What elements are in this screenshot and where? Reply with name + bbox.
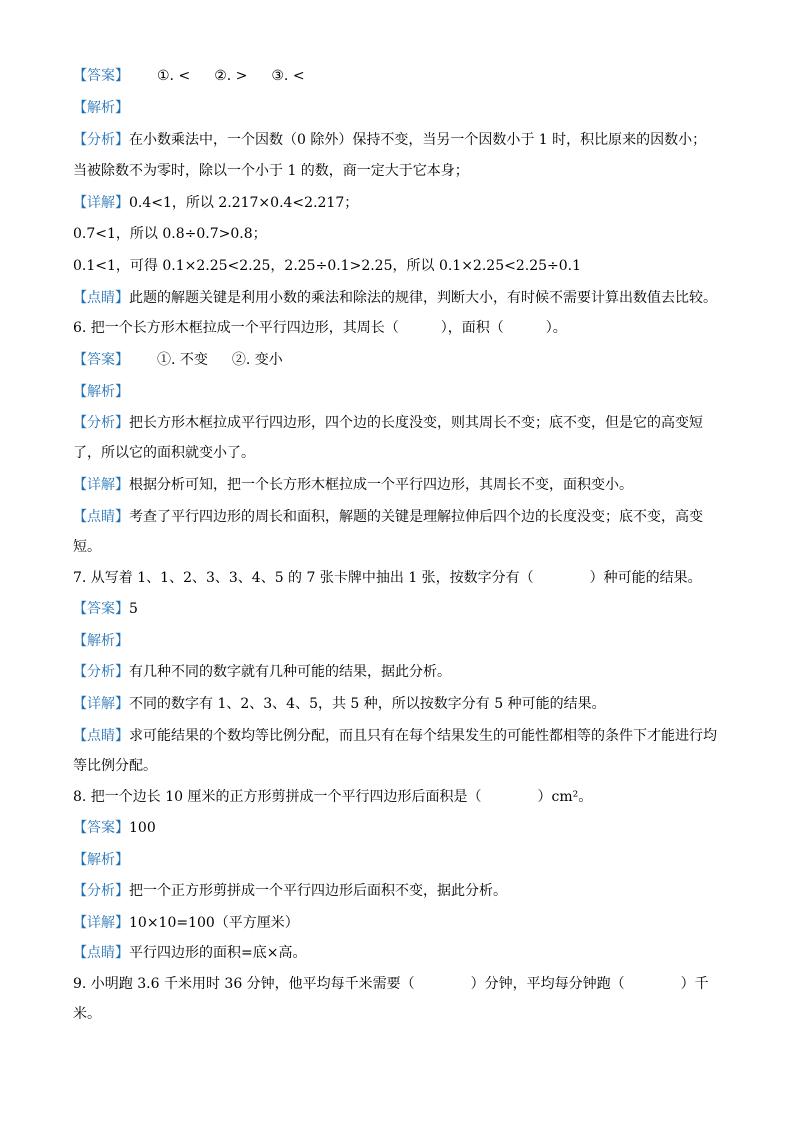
dianjing-tag: 【点睛】 — [73, 945, 129, 961]
q7-dianjing-line-2 — [73, 756, 157, 776]
q9-question-line-2 — [73, 1004, 101, 1024]
q6-dianjing-text-1: 考查了平行四边形的周长和面积，解题的关键是理解拉伸后四个边的长度没变；底不变，高变 — [129, 509, 703, 525]
q5-answer-line — [73, 66, 329, 86]
q8-analysis-line — [73, 850, 129, 870]
q5-detail-text-3: 0.1<1，可得 0.1×2.25<2.25，2.25÷0.1>2.25，所以 0.1×2.25<2.25÷0.1 — [73, 258, 582, 274]
fenxi-tag: 【分析】 — [73, 664, 129, 680]
q8-fenxi-line — [73, 881, 507, 901]
q7-answer-line — [73, 599, 138, 619]
q6-fenxi-line-1 — [73, 413, 703, 433]
q8-question — [73, 787, 592, 807]
q9-question-text-1: 9. 小明跑 3.6 千米用时 36 分钟，他平均每千米需要（ ）分钟，平均每分钟跑（ ）千 — [73, 976, 709, 992]
answer-tag: 【答案】 — [73, 601, 129, 617]
q8-question-text: 8. 把一个边长 10 厘米的正方形剪拼成一个平行四边形后面积是（ ）cm²。 — [73, 789, 593, 805]
q7-fenxi-text: 有几种不同的数字就有几种可能的结果，据此分析。 — [129, 664, 451, 680]
fenxi-tag: 【分析】 — [73, 415, 129, 431]
answer-tag: 【答案】 — [73, 820, 129, 836]
q7-answer-value: 5 — [129, 601, 138, 617]
q5-answer-option-3: ③. < — [271, 68, 305, 84]
dianjing-tag: 【点睛】 — [73, 290, 129, 306]
analysis-tag: 【解析】 — [73, 100, 129, 116]
analysis-tag: 【解析】 — [73, 384, 129, 400]
q7-analysis-line — [73, 631, 129, 651]
q5-dianjing-line — [73, 288, 717, 308]
q9-question-text-2: 米。 — [73, 1006, 101, 1022]
q7-fenxi-line — [73, 662, 451, 682]
q6-detail-line — [73, 475, 633, 495]
q6-question-text: 6. 把一个长方形木框拉成一个平行四边形，其周长（ ），面积（ ）。 — [73, 320, 567, 336]
q5-detail-line-1 — [73, 193, 358, 213]
detail-tag: 【详解】 — [73, 915, 129, 931]
q6-dianjing-text-2: 短。 — [73, 539, 101, 555]
q8-detail-text: 10×10=100（平方厘米） — [129, 915, 299, 931]
q5-detail-line-2 — [73, 224, 267, 244]
q7-question-text: 7. 从写着 1、1、2、3、3、4、5 的 7 张卡牌中抽出 1 张，按数字分有（ ）种可能的结果。 — [73, 570, 702, 586]
q5-fenxi-line-1 — [73, 130, 706, 150]
q6-detail-text: 根据分析可知，把一个长方形木框拉成一个平行四边形，其周长不变，面积变小。 — [129, 477, 633, 493]
q7-detail-text: 不同的数字有 1、2、3、4、5，共 5 种，所以按数字分有 5 种可能的结果。 — [129, 696, 606, 712]
q8-detail-line — [73, 913, 299, 933]
q5-answer-option-1: ①. < — [157, 68, 191, 84]
q5-answer-option-2: ②. > — [214, 68, 248, 84]
q5-analysis-line — [73, 98, 129, 118]
q6-fenxi-text-2: 了，所以它的面积就变小了。 — [73, 445, 255, 461]
q5-fenxi-text-2: 当被除数不为零时，除以一个小于 1 的数，商一定大于它本身； — [73, 163, 469, 179]
q6-dianjing-line-1 — [73, 507, 703, 527]
q5-fenxi-line-2 — [73, 161, 469, 181]
q9-question-line-1 — [73, 974, 709, 994]
q6-dianjing-line-2 — [73, 537, 101, 557]
answer-tag: 【答案】 — [73, 352, 129, 368]
q7-dianjing-text-2: 等比例分配。 — [73, 758, 157, 774]
analysis-tag: 【解析】 — [73, 633, 129, 649]
fenxi-tag: 【分析】 — [73, 883, 129, 899]
dianjing-tag: 【点睛】 — [73, 509, 129, 525]
q7-dianjing-line-1 — [73, 726, 717, 746]
q6-fenxi-line-2 — [73, 443, 255, 463]
answer-tag: 【答案】 — [73, 68, 129, 84]
q8-dianjing-text: 平行四边形的面积=底×高。 — [129, 945, 307, 961]
q6-fenxi-text-1: 把长方形木框拉成平行四边形，四个边的长度没变，则其周长不变；底不变，但是它的高变短 — [129, 415, 703, 431]
q8-answer-value: 100 — [129, 820, 156, 836]
detail-tag: 【详解】 — [73, 195, 129, 211]
q6-analysis-line — [73, 382, 129, 402]
q8-fenxi-text: 把一个正方形剪拼成一个平行四边形后面积不变，据此分析。 — [129, 883, 507, 899]
detail-tag: 【详解】 — [73, 696, 129, 712]
q5-detail-text-2: 0.7<1，所以 0.8÷0.7>0.8； — [73, 226, 267, 242]
q6-question — [73, 318, 567, 338]
q5-dianjing-text: 此题的解题关键是利用小数的乘法和除法的规律，判断大小，有时候不需要计算出数值去比较。 — [129, 290, 717, 306]
q7-question — [73, 568, 702, 588]
fenxi-tag: 【分析】 — [73, 132, 129, 148]
q6-answer-option-1: ①. 不变 — [157, 352, 208, 368]
q7-dianjing-text-1: 求可能结果的个数均等比例分配，而且只有在每个结果发生的可能性都相等的条件下才能进行均 — [129, 728, 717, 744]
detail-tag: 【详解】 — [73, 477, 129, 493]
q5-detail-line-3 — [73, 256, 581, 276]
dianjing-tag: 【点睛】 — [73, 728, 129, 744]
q6-answer-option-2: ②. 变小 — [231, 352, 283, 368]
q8-dianjing-line — [73, 943, 306, 963]
q6-answer-line — [73, 350, 307, 370]
q7-detail-line — [73, 694, 606, 714]
q8-answer-line — [73, 818, 156, 838]
q5-detail-text-1: 0.4<1，所以 2.217×0.4<2.217； — [129, 195, 359, 211]
analysis-tag: 【解析】 — [73, 852, 129, 868]
q5-fenxi-text-1: 在小数乘法中，一个因数（0 除外）保持不变，当另一个因数小于 1 时，积比原来的因数小； — [129, 132, 707, 148]
